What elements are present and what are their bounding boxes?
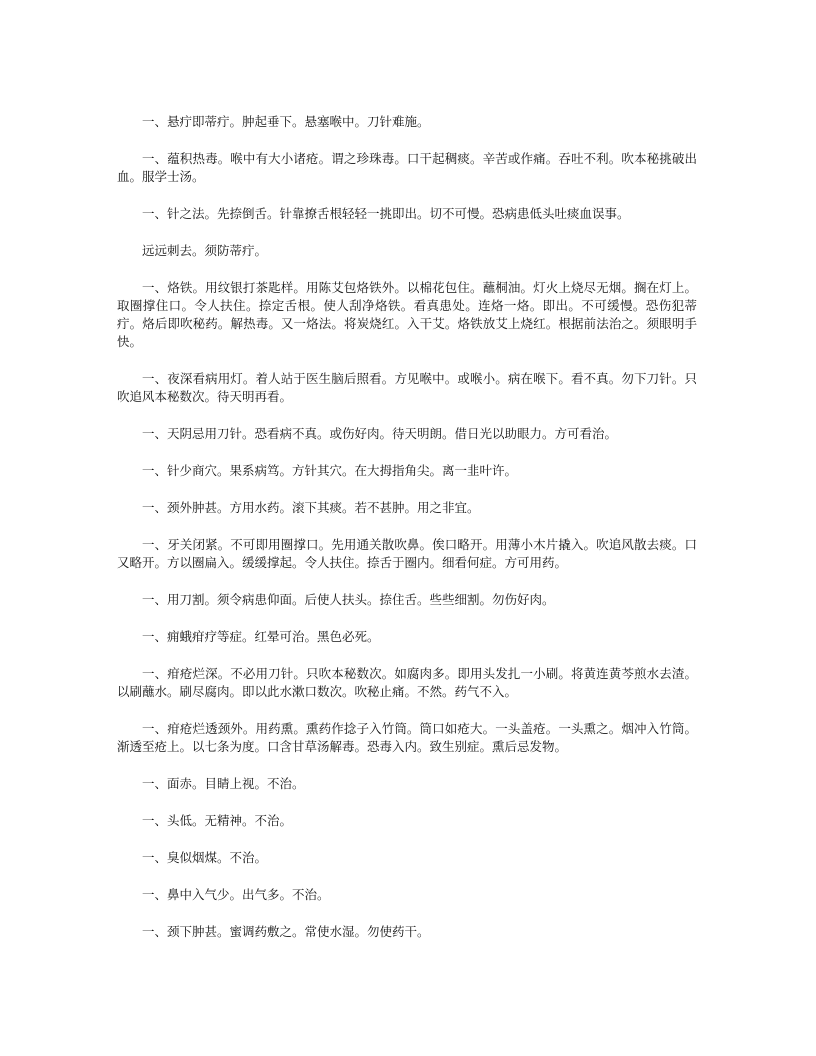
paragraph-11: 一、用刀割。须令病患仰面。后使人扶头。捺住舌。些些细割。勿伤好肉。 xyxy=(142,592,555,607)
paragraph-15: 一、面赤。目睛上视。不治。 xyxy=(142,776,305,791)
paragraph-19: 一、颈下肿甚。蜜调药敷之。常使水湿。勿使药干。 xyxy=(142,924,430,939)
paragraph-1: 一、悬疔即蒂疔。肿起垂下。悬塞喉中。刀针难施。 xyxy=(142,114,430,129)
paragraph-6: 一、夜深看病用灯。着人站于医生脑后照看。方见喉中。或喉小。病在喉下。看不真。勿下刀针。只吹追风本秘数次。待天明再看。 xyxy=(117,371,697,404)
paragraph-7: 一、天阴忌用刀针。恐看病不真。或伤好肉。待天明朗。借日光以助眼力。方可看治。 xyxy=(142,426,618,441)
paragraph-2: 一、蕴积热毒。喉中有大小诸疮。谓之珍珠毒。口干起稠痰。辛苦或作痛。吞吐不利。吹本秘挑破出血。服学士汤。 xyxy=(117,151,697,184)
paragraph-10: 一、牙关闭紧。不可即用圈撑口。先用通关散吹鼻。俟口略开。用薄小木片撬入。吹追风散去痰。口又略开。方以圈扁入。缓缓撑起。令人扶住。捺舌于圈内。细看何症。方可用药。 xyxy=(117,537,697,570)
paragraph-17: 一、臭似烟煤。不治。 xyxy=(142,850,268,865)
paragraph-18: 一、鼻中入气少。出气多。不治。 xyxy=(142,887,330,902)
paragraph-5: 一、烙铁。用纹银打茶匙样。用陈艾包烙铁外。以棉花包住。蘸桐油。灯火上烧尽无烟。搁在灯上。取圈撑住口。令人扶住。捺定舌根。使人刮净烙铁。看真患处。连烙一烙。即出。不可缓慢。恐伤犯蒂疔。烙后即吹秘药。解热毒。又一烙法。将炭烧红。入干艾。烙铁放艾上烧红。根据前法治之。须眼明手快。 xyxy=(117,280,697,349)
paragraph-9: 一、颈外肿甚。方用水药。滚下其痰。若不甚肿。用之非宜。 xyxy=(142,500,480,515)
document-body xyxy=(117,113,697,960)
paragraph-4: 远远刺去。须防蒂疔。 xyxy=(142,243,268,258)
paragraph-12: 一、痈蛾疳疗等症。红晕可治。黑色必死。 xyxy=(142,629,380,644)
paragraph-13: 一、疳疮烂深。不必用刀针。只吹本秘数次。如腐肉多。即用头发扎一小刷。将黄连黄芩煎水去渣。以刷蘸水。刷尽腐肉。即以此水漱口数次。吹秘止痛。不然。药气不入。 xyxy=(117,666,697,699)
paragraph-14: 一、疳疮烂透颈外。用药熏。熏药作捻子入竹筒。筒口如疮大。一头盖疮。一头熏之。烟冲入竹筒。渐透至疮上。以七条为度。口含甘草汤解毒。恐毒入内。致生别症。熏后忌发物。 xyxy=(117,721,697,754)
paragraph-16: 一、头低。无精神。不治。 xyxy=(142,813,293,828)
paragraph-3: 一、针之法。先捺倒舌。针靠撩舌根轻轻一挑即出。切不可慢。恐病患低头吐痰血误事。 xyxy=(142,206,630,221)
paragraph-8: 一、针少商穴。果系病笃。方针其穴。在大拇指角尖。离一韭叶许。 xyxy=(142,463,518,478)
